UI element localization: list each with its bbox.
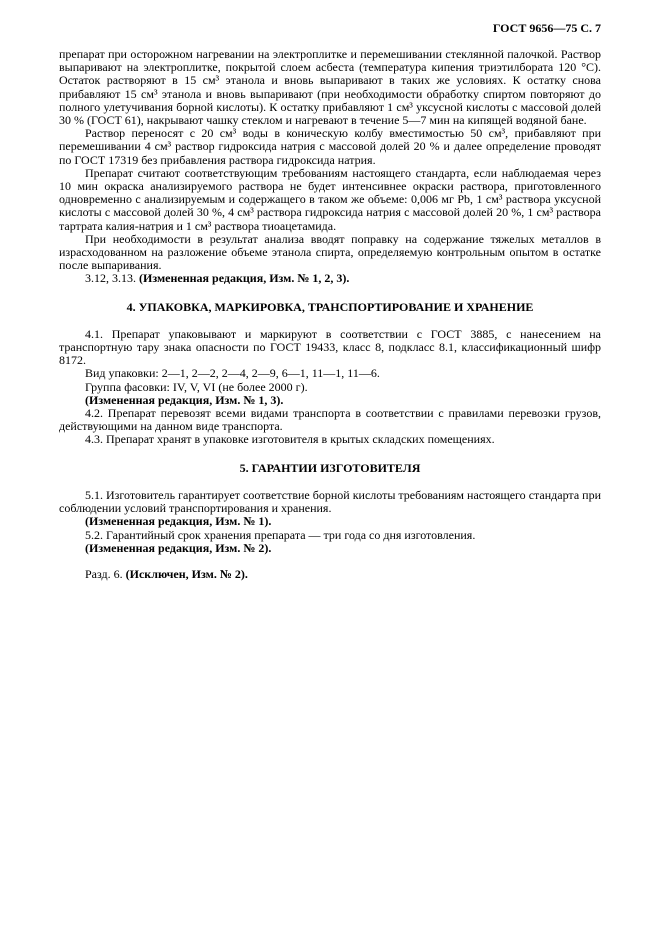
paragraph: [59, 568, 601, 581]
paragraph: 4.1. Препарат упаковывают и маркируют в соответствии с ГОСТ 3885, с нанесением на транспортную тару знака опасности по ГОСТ 19433, класс 8, подкласс 8.1, классификационный шифр 8172.: [59, 326, 601, 368]
section-heading: 4. УПАКОВКА, МАРКИРОВКА, ТРАНСПОРТИРОВАНИЕ И ХРАНЕНИЕ: [126, 299, 534, 314]
paragraph: При необходимости в результат анализа вводят поправку на содержание тяжелых металлов в израсходованном на разложение объеме этанола спирта, определяемую контрольным опытом в остатке после выпаривания.: [59, 231, 601, 273]
amendment-note: (Измененная редакция, Изм. № 1).: [85, 514, 272, 529]
section-heading: 5. ГАРАНТИИ ИЗГОТОВИТЕЛЯ: [239, 460, 421, 475]
clause-numbers: 3.12, 3.13.: [85, 271, 139, 286]
amendment-note: (Исключен, Изм. № 2).: [125, 566, 248, 581]
amendment-note: (Измененная редакция, Изм. № 1, 2, 3).: [139, 271, 350, 286]
paragraph: 4.2. Препарат перевозят всеми видами транспорта в соответствии с правилами перевозки грузов, действующими на данном виде транспорта.: [59, 406, 601, 434]
paragraph: Группа фасовки: IV, V, VI (не более 2000 г).: [85, 379, 308, 394]
paragraph: [59, 272, 601, 285]
paragraph: препарат при осторожном нагревании на электроплитке и перемешивании стеклянной палочкой. Раствор выпаривают на электроплитке, покрытой слоем асбеста (температура кипения триэтилбората 120 °С). Остаток растворяют в 15 см³ этанола и вновь выпаривают в таких же условиях. К остатку снова прибавляют 15 см³ этанола и вновь выпаривают (при необходимости обработку спиртом повторяют до полного улетучивания борной кислоты). К остатку прибавляют 1 см³ уксусной кислоты с массовой долей 30 % (ГОСТ 61), накрывают чашку стеклом и нагревают в течение 5—7 мин на кипящей водяной бане.: [59, 47, 601, 128]
paragraph: Раствор переносят с 20 см³ воды в коническую колбу вместимостью 50 см³, прибавляют при перемешивании 4 см³ раствор гидроксида натрия с массовой долей 20 % и далее определение проводят по ГОСТ 17319 без прибавления раствора гидроксида натрия.: [59, 126, 601, 167]
paragraph: 5.1. Изготовитель гарантирует соответствие борной кислоты требованиям настоящего стандарта при соблюдении условий транспортирования и хранения.: [59, 487, 601, 516]
paragraph: Вид упаковки: 2—1, 2—2, 2—4, 2—9, 6—1, 11—1, 11—6.: [85, 366, 380, 381]
document-code: ГОСТ 9656—75 С. 7: [492, 21, 601, 35]
page-header: [59, 22, 601, 35]
paragraph: 5.2. Гарантийный срок хранения препарата — три года со дня изготовления.: [85, 527, 476, 542]
paragraph: 4.3. Препарат хранят в упаковке изготовителя в крытых складских помещениях.: [85, 432, 495, 447]
amendment-note: (Измененная редакция, Изм. № 1, 3).: [85, 392, 284, 407]
section-ref: Разд. 6.: [85, 566, 126, 581]
amendment-note: (Измененная редакция, Изм. № 2).: [85, 540, 272, 555]
document-body: [59, 48, 601, 581]
paragraph: Препарат считают соответствующим требованиям настоящего стандарта, если наблюдаемая через 10 мин окраска анализируемого раствора не будет интенсивнее окраски раствора, приготовленного одновременно с анализируемым и содержащего в таком же объеме: 0,006 мг Pb, 1 см³ раствора уксусной кислоты с массовой долей 30 %, 4 см³ раствора гидроксида натрия с массовой долей 20 %, 1 см³ раствора тартрата калия-натрия и 1 см³ раствора тиоацетамида.: [59, 165, 601, 233]
